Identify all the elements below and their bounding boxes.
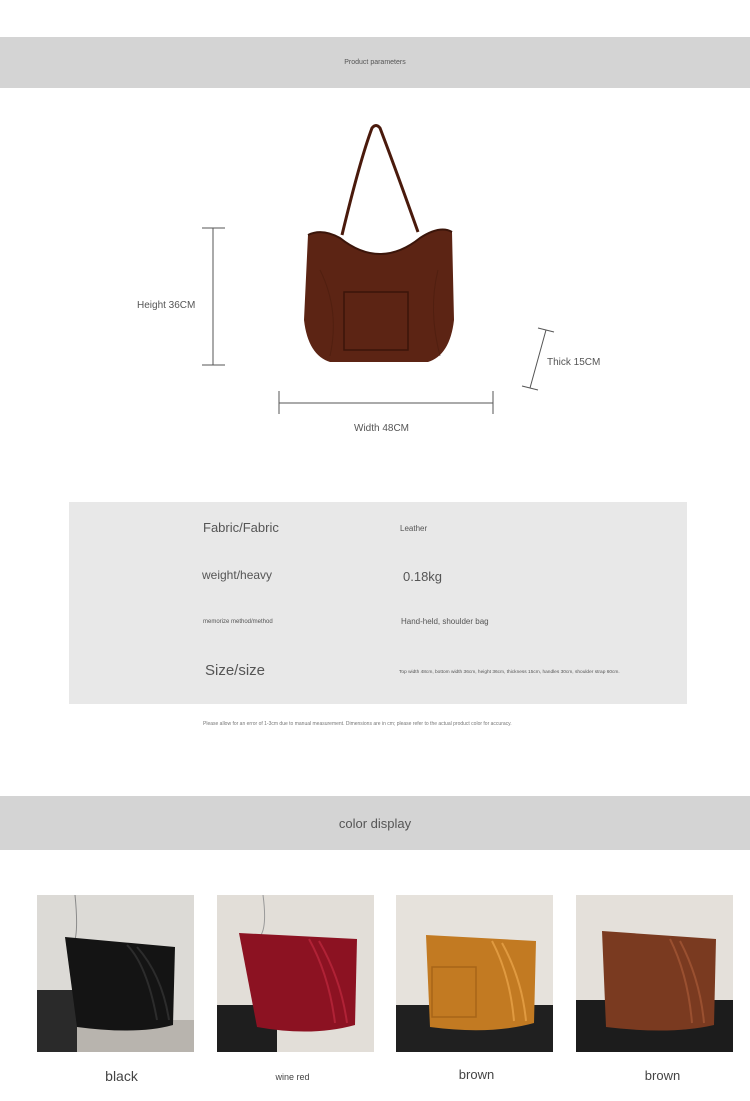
method-label: memorize method/method (203, 619, 273, 625)
color-label-brown: brown (458, 1067, 495, 1082)
color-swatch-brown-light[interactable] (396, 895, 553, 1052)
size-value: Top width 48cm, bottom width 36cm, height 36cm, thickness 15cm, handles 30cm, shoulder strap 60cm. (399, 670, 620, 675)
method-value: Hand-held, shoulder bag (401, 617, 489, 626)
color-label-black: black (105, 1068, 138, 1084)
width-label: Width 48CM (354, 423, 410, 434)
color-swatch-brown-dark[interactable] (576, 895, 733, 1052)
size-label: Size/size (205, 662, 266, 679)
color-label-wine-red: wine red (275, 1072, 310, 1082)
section-header-color-display (0, 796, 750, 850)
thick-label: Thick 15CM (547, 357, 601, 368)
weight-value: 0.18kg (403, 569, 443, 584)
parameters-table (69, 502, 687, 704)
fabric-value: Leather (400, 524, 428, 533)
color-label-brown-2: brown (644, 1068, 681, 1083)
section-title: Product parameters (344, 59, 406, 66)
height-label: Height 36CM (137, 300, 196, 311)
section-title: color display (338, 815, 412, 831)
color-swatch-wine-red[interactable] (217, 895, 374, 1052)
measurement-note: Please allow for an error of 1-3cm due to manual measurement. Dimensions are in cm; please refer to the actual product color for accuracy. (203, 721, 512, 727)
weight-label: weight/heavy (202, 568, 273, 582)
product-bag-image (300, 120, 460, 370)
color-swatch-black[interactable] (37, 895, 194, 1052)
fabric-label: Fabric/Fabric (203, 520, 279, 535)
